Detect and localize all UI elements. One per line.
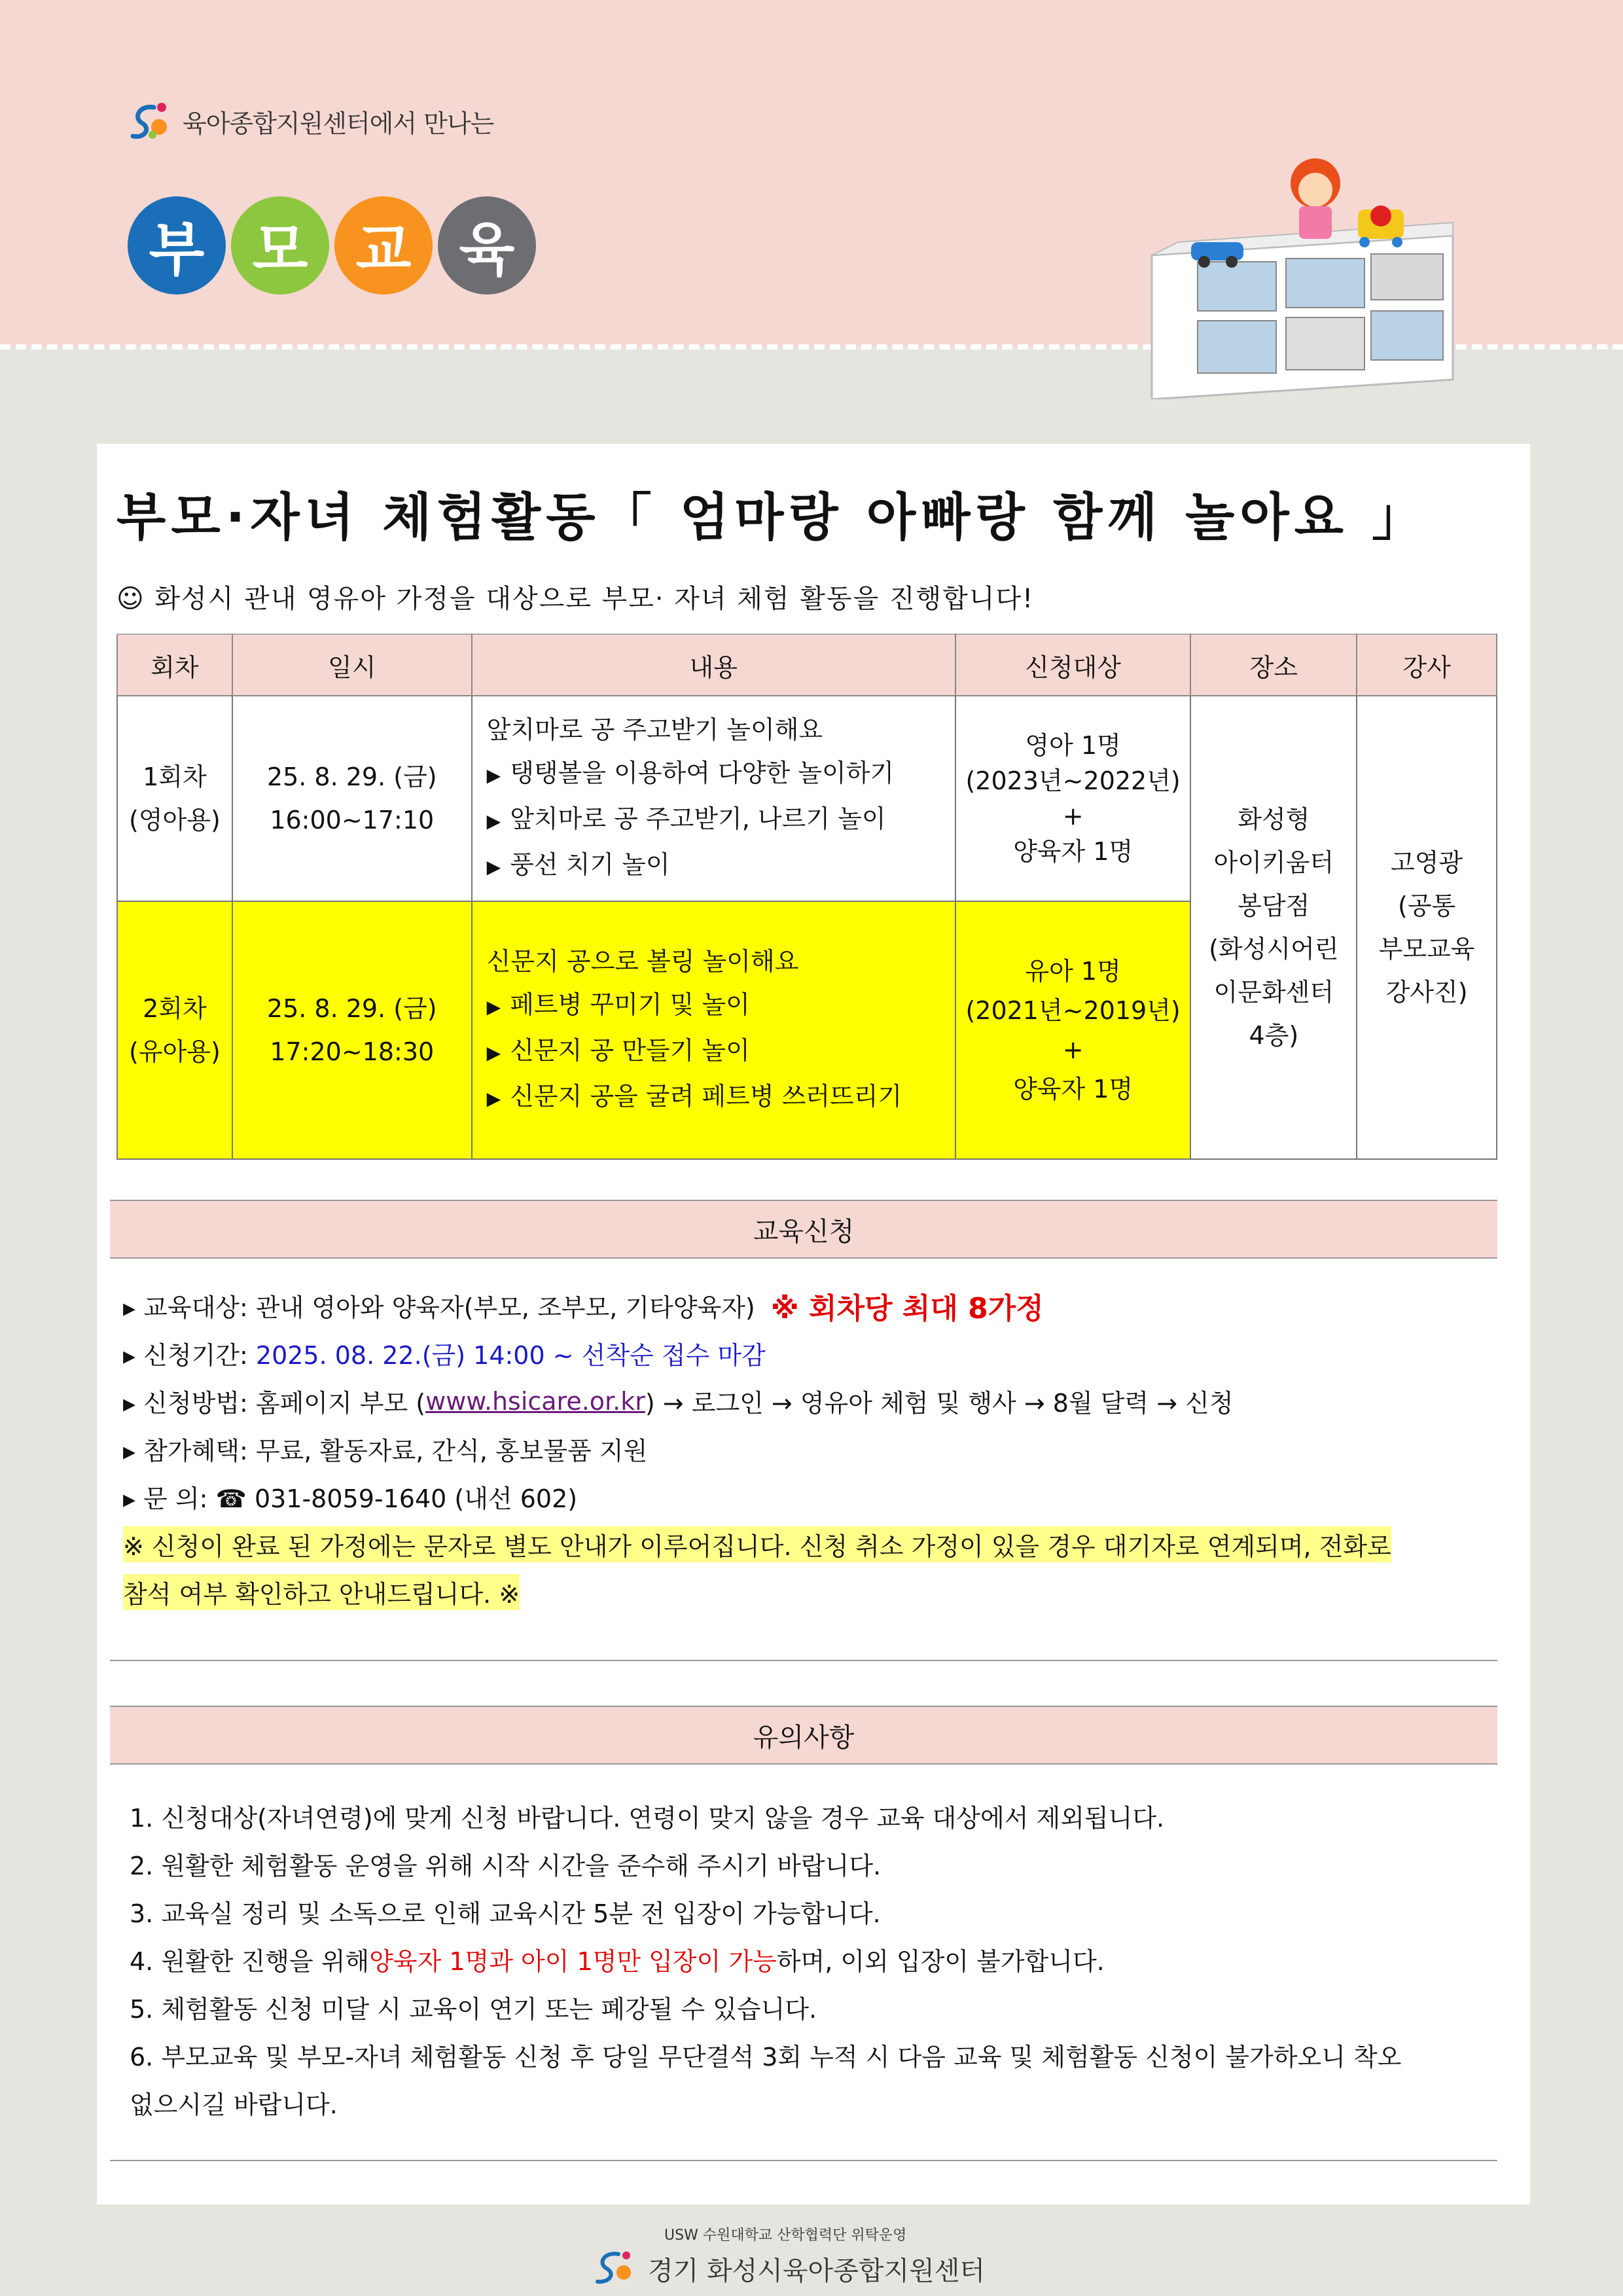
cautions-list <box>130 1792 1504 2126</box>
bullet-icon: ▶ <box>486 1088 501 1109</box>
target-cell: 영아 1명 (2023년~2022년) + 양육자 1명 <box>955 696 1191 901</box>
session-cell: 2회차 (유아용) <box>117 901 232 1159</box>
intro-text: ☺ 화성시 관내 영유아 가정을 대상으로 부모· 자녀 체험 활동을 진행합니다! <box>116 584 1035 614</box>
center-logo-icon <box>592 2248 638 2287</box>
toy-shelf-illustration <box>1139 144 1466 399</box>
homepage-link[interactable]: www.hsicare.or.kr <box>425 1386 645 1416</box>
center-tagline: 육아종합지원센터에서 만나는 <box>183 109 494 138</box>
notice-line-1: ※ 신청이 완료 된 가정에는 문자로 별도 안내가 이루어집니다. 신청 취소 가정이 있을 경우 대기자로 연계되며, 전화로 <box>123 1520 1504 1568</box>
caution-item-6: 6. 부모교육 및 부모-자녀 체험활동 신청 후 당일 무단결석 3회 누적 시 다음 교육 및 체험활동 신청이 불가하오니 착오 <box>130 2043 1402 2072</box>
caution-item-5: 5. 체험활동 신청 미달 시 교육이 연기 또는 폐강될 수 있습니다. <box>130 1995 817 2024</box>
badge-mo: 모 <box>231 196 329 295</box>
table-row <box>117 696 1497 901</box>
content-cell: 앞치마로 공 주고받기 놀이해요 ▶ 탱탱볼을 이용하여 다양한 놀이하기 ▶ 앞치마로 공 주고받기, 나르기 놀이 ▶ 풍선 치기 놀이 <box>472 696 955 901</box>
header-datetime: 일시 <box>232 634 472 696</box>
content-card <box>97 444 1530 2204</box>
caution-item-2: 2. 원활한 체험활동 운영을 위해 시작 시간을 준수해 주시기 바랍니다. <box>130 1852 882 1880</box>
caution-item-3: 3. 교육실 정리 및 소독으로 인해 교육시간 5분 전 입장이 가능합니다. <box>130 1899 881 1928</box>
place-cell: 화성형 아이키움터 봉담점 (화성시어린 이문화센터 4층) <box>1190 696 1357 1159</box>
notice-line-2: 참석 여부 확인하고 안내드립니다. ※ <box>123 1568 1504 1616</box>
parent-education-badges <box>128 196 536 295</box>
target-cell: 유아 1명 (2021년~2019년) + 양육자 1명 <box>955 901 1191 1159</box>
period-value: 2025. 08. 22.(금) 14:00 ~ 선착순 접수 마감 <box>255 1341 766 1370</box>
badge-bu: 부 <box>128 196 226 295</box>
datetime-cell: 25. 8. 29. (금) 17:20~18:30 <box>232 901 472 1159</box>
header-place: 장소 <box>1190 634 1357 696</box>
section-divider <box>110 2160 1497 2161</box>
page-title: 부모·자녀 체험활동「 엄마랑 아빠랑 함께 놀아요 」 <box>116 488 1429 547</box>
bullet-icon: ▶ <box>486 856 501 878</box>
header-session: 회차 <box>117 634 232 696</box>
cautions-section-heading: 유의사항 <box>110 1706 1497 1765</box>
center-logo <box>128 98 493 144</box>
content-cell: 신문지 공으로 볼링 놀이해요 ▶ 페트병 꾸미기 및 놀이 ▶ 신문지 공 만들기 놀이 ▶ 신문지 공을 굴려 페트병 쓰러뜨리기 <box>472 901 955 1159</box>
method-line: ▸ 신청방법: 홈페이지 부모 ( www.hsicare.or.kr ) → 로그인 → 영유아 체험 및 행사 → 8월 달력 → 신청 <box>123 1386 1234 1418</box>
header-content: 내용 <box>472 634 955 696</box>
caution-item-4: 4. 원활한 진행을 위해 양육자 1명과 아이 1명만 입장이 가능 하며, 이외 입장이 불가합니다. <box>130 1947 1105 1976</box>
benefit-line: ▸ 참가혜택: 무료, 활동자료, 간식, 홍보물품 지원 <box>123 1437 648 1465</box>
bullet-icon: ▶ <box>486 810 501 832</box>
lecturer-cell: 고영광 (공통 부모교육 강사진) <box>1357 696 1497 1159</box>
caution-item-1: 1. 신청대상(자녀연령)에 맞게 신청 바랍니다. 연령이 맞지 않을 경우 교육 대상에서 제외됩니다. <box>130 1804 1165 1833</box>
bullet-icon: ▶ <box>486 764 501 786</box>
header-lecturer: 강사 <box>1357 634 1497 696</box>
bullet-icon: ▶ <box>486 996 501 1018</box>
apply-section-heading: 교육신청 <box>110 1200 1497 1259</box>
schedule-table <box>116 634 1497 1160</box>
center-logo-icon <box>128 98 173 144</box>
period-line: ▸ 신청기간: 2025. 08. 22.(금) 14:00 ~ 선착순 접수 마감 <box>123 1329 1504 1377</box>
target-line: ▸ 교육대상: 관내 영아와 양육자(부모, 조부모, 기타양육자) ※ 회차당 최대 8가정 <box>123 1282 1504 1329</box>
table-header-row <box>117 634 1497 696</box>
max-families-note: ※ 회차당 최대 8가정 <box>770 1291 1044 1325</box>
caution-item-6-cont: 없으시길 바랍니다. <box>130 2090 338 2119</box>
operator-text: USW 수원대학교 산학협력단 위탁운영 <box>664 2227 907 2244</box>
center-name: 경기 화성시육아종합지원센터 <box>648 2256 986 2286</box>
session-cell: 1회차 (영아용) <box>117 696 232 901</box>
badge-yuk: 육 <box>438 196 536 295</box>
footer <box>0 2219 1623 2296</box>
datetime-cell: 25. 8. 29. (금) 16:00~17:10 <box>232 696 472 901</box>
contact-line: ▸ 문 의: ☎ 031-8059-1640 (내선 602) <box>123 1484 578 1513</box>
apply-info <box>123 1282 1504 1616</box>
badge-gyo: 교 <box>334 196 433 295</box>
header-target: 신청대상 <box>955 634 1191 696</box>
section-divider <box>110 1660 1497 1661</box>
bullet-icon: ▶ <box>486 1042 501 1064</box>
